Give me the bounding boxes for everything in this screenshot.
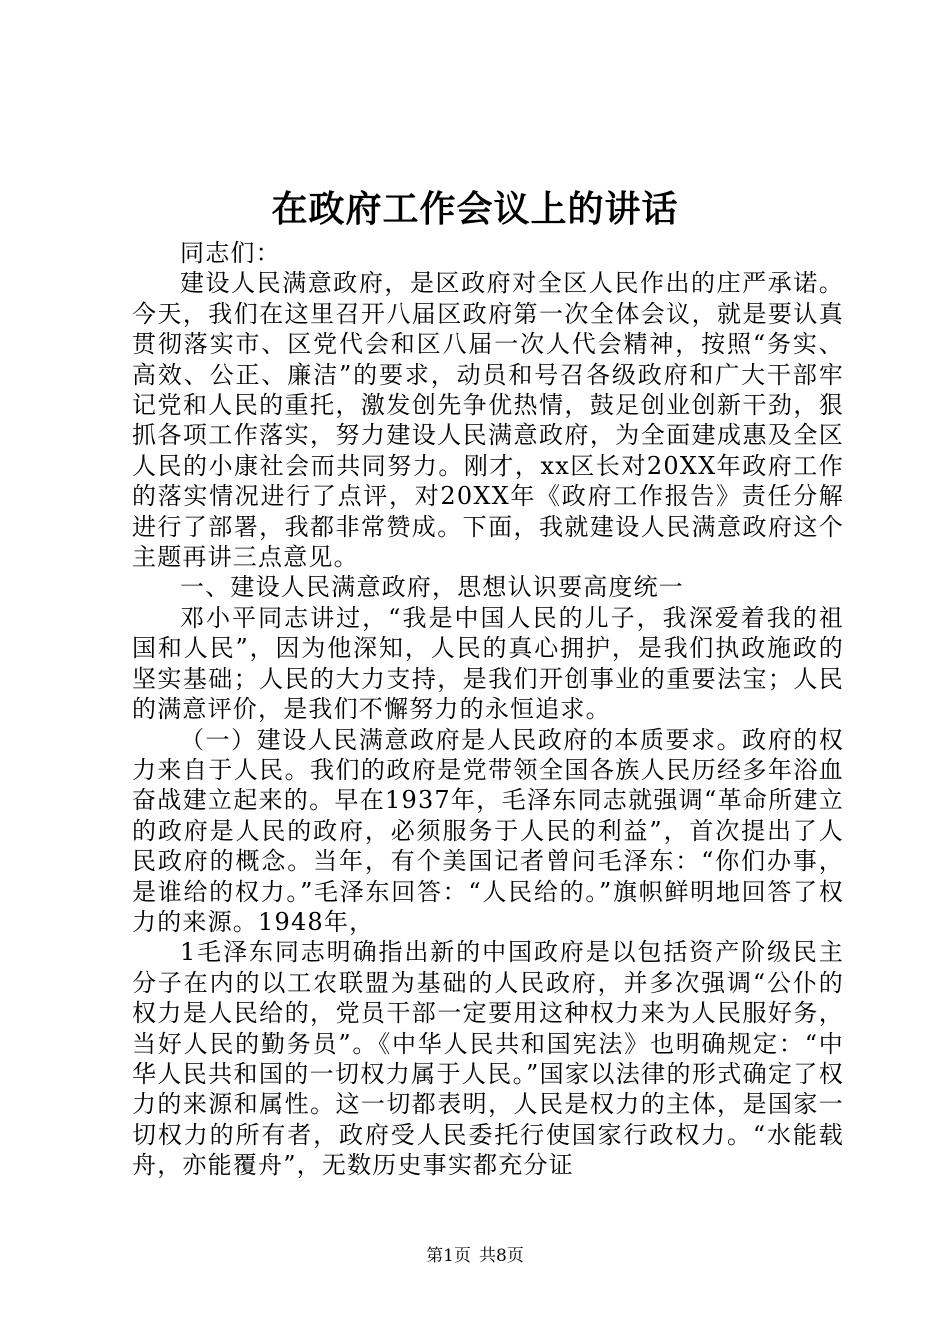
page-footer xyxy=(0,1244,950,1268)
page-total: 共8页 xyxy=(479,1246,524,1266)
paragraph: 1毛泽东同志明确指出新的中国政府是以包括资产阶级民主分子在内的以工农联盟为基础的人民政府，并多次强调“公仆的权力是人民给的，党员干部一定要用这种权力来为人民服好务，当好人民的勤务员”。《中华人民共和国宪法》也明确规定：“中华人民共和国的一切权力属于人民。”国家以法律的形式确定了权力的来源和属性。这一切都表明，人民是权力的主体，是国家一切权力的所有者，政府受人民委托行使国家行政权力。“水能载舟，亦能覆舟”，无数历史事实都充分证 xyxy=(132,938,844,1180)
document-body xyxy=(132,238,844,1181)
document-title: 在政府工作会议上的讲话 xyxy=(271,188,679,230)
paragraph: （一）建设人民满意政府是人民政府的本质要求。政府的权力来自于人民。我们的政府是党带领全国各族人民历经多年浴血奋战建立起来的。早在1937年，毛泽东同志就强调“革命所建立的政府是人民的政府，必须服务于人民的利益”，首次提出了人民政府的概念。当年，有个美国记者曾问毛泽东：“你们办事，是谁给的权力。”毛泽东回答：“人民给的。”旗帜鲜明地回答了权力的来源。1948年， xyxy=(132,725,844,936)
paragraph: 建设人民满意政府，是区政府对全区人民作出的庄严承诺。今天，我们在这里召开八届区政府第一次全体会议，就是要认真贯彻落实市、区党代会和区八届一次人代会精神，按照“务实、高效、公正、廉洁”的要求，动员和号召各级政府和广大干部牢记党和人民的重托，激发创先争优热情，鼓足创业创新干劲，狠抓各项工作落实，努力建设人民满意政府，为全面建成惠及全区人民的小康社会而共同努力。刚才，xx区长对20XX年政府工作的落实情况进行了点评，对20XX年《政府工作报告》责任分解进行了部署，我都非常赞成。下面，我就建设人民满意政府这个主题再讲三点意见。 xyxy=(132,269,844,572)
paragraph: 邓小平同志讲过，“我是中国人民的儿子，我深爱着我的祖国和人民”，因为他深知，人民的真心拥护，是我们执政施政的坚实基础；人民的大力支持，是我们开创事业的重要法宝；人民的满意评价，是我们不懈努力的永恒追求。 xyxy=(132,603,844,724)
salutation: 同志们： xyxy=(180,239,281,267)
page-number: 第1页 xyxy=(426,1246,471,1266)
section-heading: 一、建设人民满意政府，思想认识要高度统一 xyxy=(180,573,684,602)
